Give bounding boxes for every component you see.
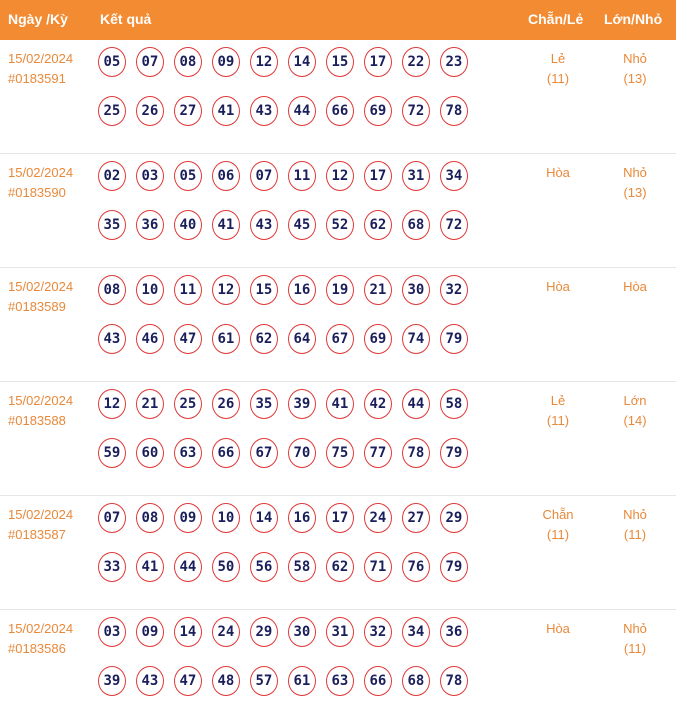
number-ball: 05: [174, 161, 202, 191]
number-ball: 76: [402, 552, 430, 582]
big-small-count: (11): [623, 527, 647, 542]
number-ball: 44: [174, 552, 202, 582]
number-ball: 41: [212, 96, 240, 126]
draw-date: 15/02/2024: [8, 165, 74, 180]
number-ball: 08: [136, 503, 164, 533]
number-ball: 07: [250, 161, 278, 191]
number-ball: 34: [440, 161, 468, 191]
number-ball: 50: [212, 552, 240, 582]
odd-even-result: [528, 391, 588, 431]
number-ball: 10: [136, 275, 164, 305]
number-ball: 64: [288, 324, 316, 354]
number-ball: 27: [174, 96, 202, 126]
table-row: [0, 268, 676, 382]
number-line: [98, 503, 478, 552]
number-ball: 17: [326, 503, 354, 533]
number-ball: 15: [250, 275, 278, 305]
number-ball: 35: [250, 389, 278, 419]
number-ball: 62: [326, 552, 354, 582]
result-numbers: [98, 389, 478, 487]
draw-date: 15/02/2024: [8, 393, 74, 408]
draw-period: #0183591: [8, 71, 66, 86]
big-small-count: (11): [623, 641, 647, 656]
number-ball: 78: [440, 96, 468, 126]
header-date-period: Ngày /Kỳ: [8, 11, 68, 27]
number-ball: 11: [288, 161, 316, 191]
number-ball: 05: [98, 47, 126, 77]
number-ball: 68: [402, 210, 430, 240]
number-ball: 74: [402, 324, 430, 354]
number-ball: 43: [250, 210, 278, 240]
number-ball: 27: [402, 503, 430, 533]
number-ball: 43: [250, 96, 278, 126]
number-ball: 56: [250, 552, 278, 582]
number-ball: 12: [250, 47, 278, 77]
table-row: [0, 382, 676, 496]
big-small-result: [605, 277, 665, 297]
number-ball: 24: [364, 503, 392, 533]
number-line: [98, 161, 478, 210]
number-ball: 16: [288, 275, 316, 305]
big-small-result: [605, 49, 665, 89]
number-ball: 72: [440, 210, 468, 240]
draw-date: 15/02/2024: [8, 621, 74, 636]
number-ball: 70: [288, 438, 316, 468]
number-ball: 22: [402, 47, 430, 77]
number-ball: 08: [98, 275, 126, 305]
big-small-result: [605, 619, 665, 659]
number-line: [98, 438, 478, 487]
number-ball: 78: [402, 438, 430, 468]
number-ball: 62: [250, 324, 278, 354]
number-ball: 30: [288, 617, 316, 647]
number-ball: 03: [136, 161, 164, 191]
odd-even-result: [528, 49, 588, 89]
number-ball: 66: [364, 666, 392, 696]
big-small-label: Hòa: [623, 279, 647, 294]
odd-even-count: (11): [546, 413, 570, 428]
number-ball: 26: [136, 96, 164, 126]
number-line: [98, 389, 478, 438]
number-ball: 69: [364, 324, 392, 354]
result-numbers: [98, 275, 478, 373]
number-ball: 08: [174, 47, 202, 77]
number-ball: 09: [212, 47, 240, 77]
number-ball: 72: [402, 96, 430, 126]
number-ball: 10: [212, 503, 240, 533]
table-row: [0, 40, 676, 154]
number-ball: 07: [98, 503, 126, 533]
number-ball: 17: [364, 161, 392, 191]
number-ball: 61: [288, 666, 316, 696]
number-ball: 34: [402, 617, 430, 647]
draw-date-period: [8, 391, 73, 431]
number-ball: 60: [136, 438, 164, 468]
number-ball: 32: [364, 617, 392, 647]
draw-period: #0183587: [8, 527, 66, 542]
number-ball: 23: [440, 47, 468, 77]
number-ball: 14: [250, 503, 278, 533]
number-ball: 47: [174, 666, 202, 696]
number-ball: 11: [174, 275, 202, 305]
table-row: [0, 154, 676, 268]
number-ball: 36: [136, 210, 164, 240]
number-line: [98, 552, 478, 601]
number-ball: 29: [440, 503, 468, 533]
number-ball: 79: [440, 324, 468, 354]
number-ball: 21: [136, 389, 164, 419]
header-result: Kết quả: [100, 11, 152, 27]
big-small-label: Nhỏ: [623, 621, 647, 636]
number-ball: 12: [326, 161, 354, 191]
number-ball: 14: [288, 47, 316, 77]
number-ball: 25: [174, 389, 202, 419]
number-line: [98, 617, 478, 666]
draw-date-period: [8, 277, 73, 317]
number-ball: 29: [250, 617, 278, 647]
number-ball: 41: [136, 552, 164, 582]
number-line: [98, 96, 478, 145]
number-ball: 67: [250, 438, 278, 468]
big-small-result: [605, 505, 665, 545]
number-ball: 25: [98, 96, 126, 126]
number-ball: 43: [136, 666, 164, 696]
number-ball: 44: [402, 389, 430, 419]
draw-date: 15/02/2024: [8, 51, 74, 66]
big-small-count: (13): [623, 71, 647, 86]
odd-even-result: [528, 163, 588, 183]
number-ball: 09: [136, 617, 164, 647]
number-ball: 15: [326, 47, 354, 77]
draw-date: 15/02/2024: [8, 507, 74, 522]
number-ball: 43: [98, 324, 126, 354]
header-big-small: Lớn/Nhỏ: [604, 11, 663, 27]
result-numbers: [98, 617, 478, 715]
number-line: [98, 210, 478, 259]
number-ball: 44: [288, 96, 316, 126]
number-line: [98, 666, 478, 715]
draw-date: 15/02/2024: [8, 279, 74, 294]
draw-date-period: [8, 49, 73, 89]
odd-even-count: (11): [546, 71, 570, 86]
number-ball: 03: [98, 617, 126, 647]
number-ball: 69: [364, 96, 392, 126]
number-line: [98, 47, 478, 96]
number-ball: 46: [136, 324, 164, 354]
number-ball: 12: [212, 275, 240, 305]
number-ball: 66: [212, 438, 240, 468]
number-ball: 66: [326, 96, 354, 126]
number-ball: 63: [326, 666, 354, 696]
draw-period: #0183590: [8, 185, 66, 200]
odd-even-label: Chẵn: [542, 507, 574, 522]
odd-even-result: [528, 277, 588, 297]
draw-date-period: [8, 163, 73, 203]
big-small-label: Nhỏ: [623, 51, 647, 66]
big-small-label: Nhỏ: [623, 507, 647, 522]
number-ball: 31: [402, 161, 430, 191]
draw-period: #0183589: [8, 299, 66, 314]
odd-even-label: Hòa: [546, 621, 570, 636]
number-ball: 79: [440, 438, 468, 468]
big-small-count: (14): [623, 413, 647, 428]
number-ball: 21: [364, 275, 392, 305]
number-ball: 39: [98, 666, 126, 696]
number-ball: 06: [212, 161, 240, 191]
number-ball: 52: [326, 210, 354, 240]
number-ball: 63: [174, 438, 202, 468]
draw-period: #0183586: [8, 641, 66, 656]
odd-even-count: (11): [546, 527, 570, 542]
number-ball: 40: [174, 210, 202, 240]
odd-even-label: Lẻ: [550, 393, 566, 408]
number-ball: 30: [402, 275, 430, 305]
number-ball: 62: [364, 210, 392, 240]
number-ball: 32: [440, 275, 468, 305]
number-ball: 24: [212, 617, 240, 647]
big-small-label: Nhỏ: [623, 165, 647, 180]
number-ball: 78: [440, 666, 468, 696]
number-ball: 58: [288, 552, 316, 582]
result-numbers: [98, 47, 478, 145]
number-ball: 31: [326, 617, 354, 647]
number-ball: 09: [174, 503, 202, 533]
table-header: [0, 0, 676, 40]
number-ball: 33: [98, 552, 126, 582]
number-ball: 42: [364, 389, 392, 419]
number-ball: 39: [288, 389, 316, 419]
odd-even-result: [528, 619, 588, 639]
number-ball: 67: [326, 324, 354, 354]
number-ball: 16: [288, 503, 316, 533]
number-ball: 35: [98, 210, 126, 240]
draw-date-period: [8, 619, 73, 659]
odd-even-result: [528, 505, 588, 545]
number-ball: 48: [212, 666, 240, 696]
result-numbers: [98, 161, 478, 259]
number-line: [98, 324, 478, 373]
number-ball: 12: [98, 389, 126, 419]
number-ball: 02: [98, 161, 126, 191]
number-ball: 75: [326, 438, 354, 468]
number-ball: 41: [326, 389, 354, 419]
results-table: [0, 40, 676, 724]
big-small-result: [605, 391, 665, 431]
header-odd-even: Chẵn/Lẻ: [528, 11, 584, 27]
table-row: [0, 610, 676, 724]
draw-period: #0183588: [8, 413, 66, 428]
number-ball: 79: [440, 552, 468, 582]
big-small-count: (13): [623, 185, 647, 200]
number-ball: 59: [98, 438, 126, 468]
number-ball: 45: [288, 210, 316, 240]
number-ball: 58: [440, 389, 468, 419]
table-row: [0, 496, 676, 610]
number-ball: 47: [174, 324, 202, 354]
number-ball: 17: [364, 47, 392, 77]
number-ball: 41: [212, 210, 240, 240]
big-small-label: Lớn: [623, 393, 647, 408]
odd-even-label: Hòa: [546, 279, 570, 294]
odd-even-label: Hòa: [546, 165, 570, 180]
number-ball: 26: [212, 389, 240, 419]
big-small-result: [605, 163, 665, 203]
odd-even-label: Lẻ: [550, 51, 566, 66]
draw-date-period: [8, 505, 73, 545]
number-ball: 19: [326, 275, 354, 305]
number-ball: 36: [440, 617, 468, 647]
number-ball: 68: [402, 666, 430, 696]
number-ball: 77: [364, 438, 392, 468]
number-ball: 57: [250, 666, 278, 696]
number-ball: 61: [212, 324, 240, 354]
number-ball: 14: [174, 617, 202, 647]
result-numbers: [98, 503, 478, 601]
number-ball: 71: [364, 552, 392, 582]
number-ball: 07: [136, 47, 164, 77]
number-line: [98, 275, 478, 324]
